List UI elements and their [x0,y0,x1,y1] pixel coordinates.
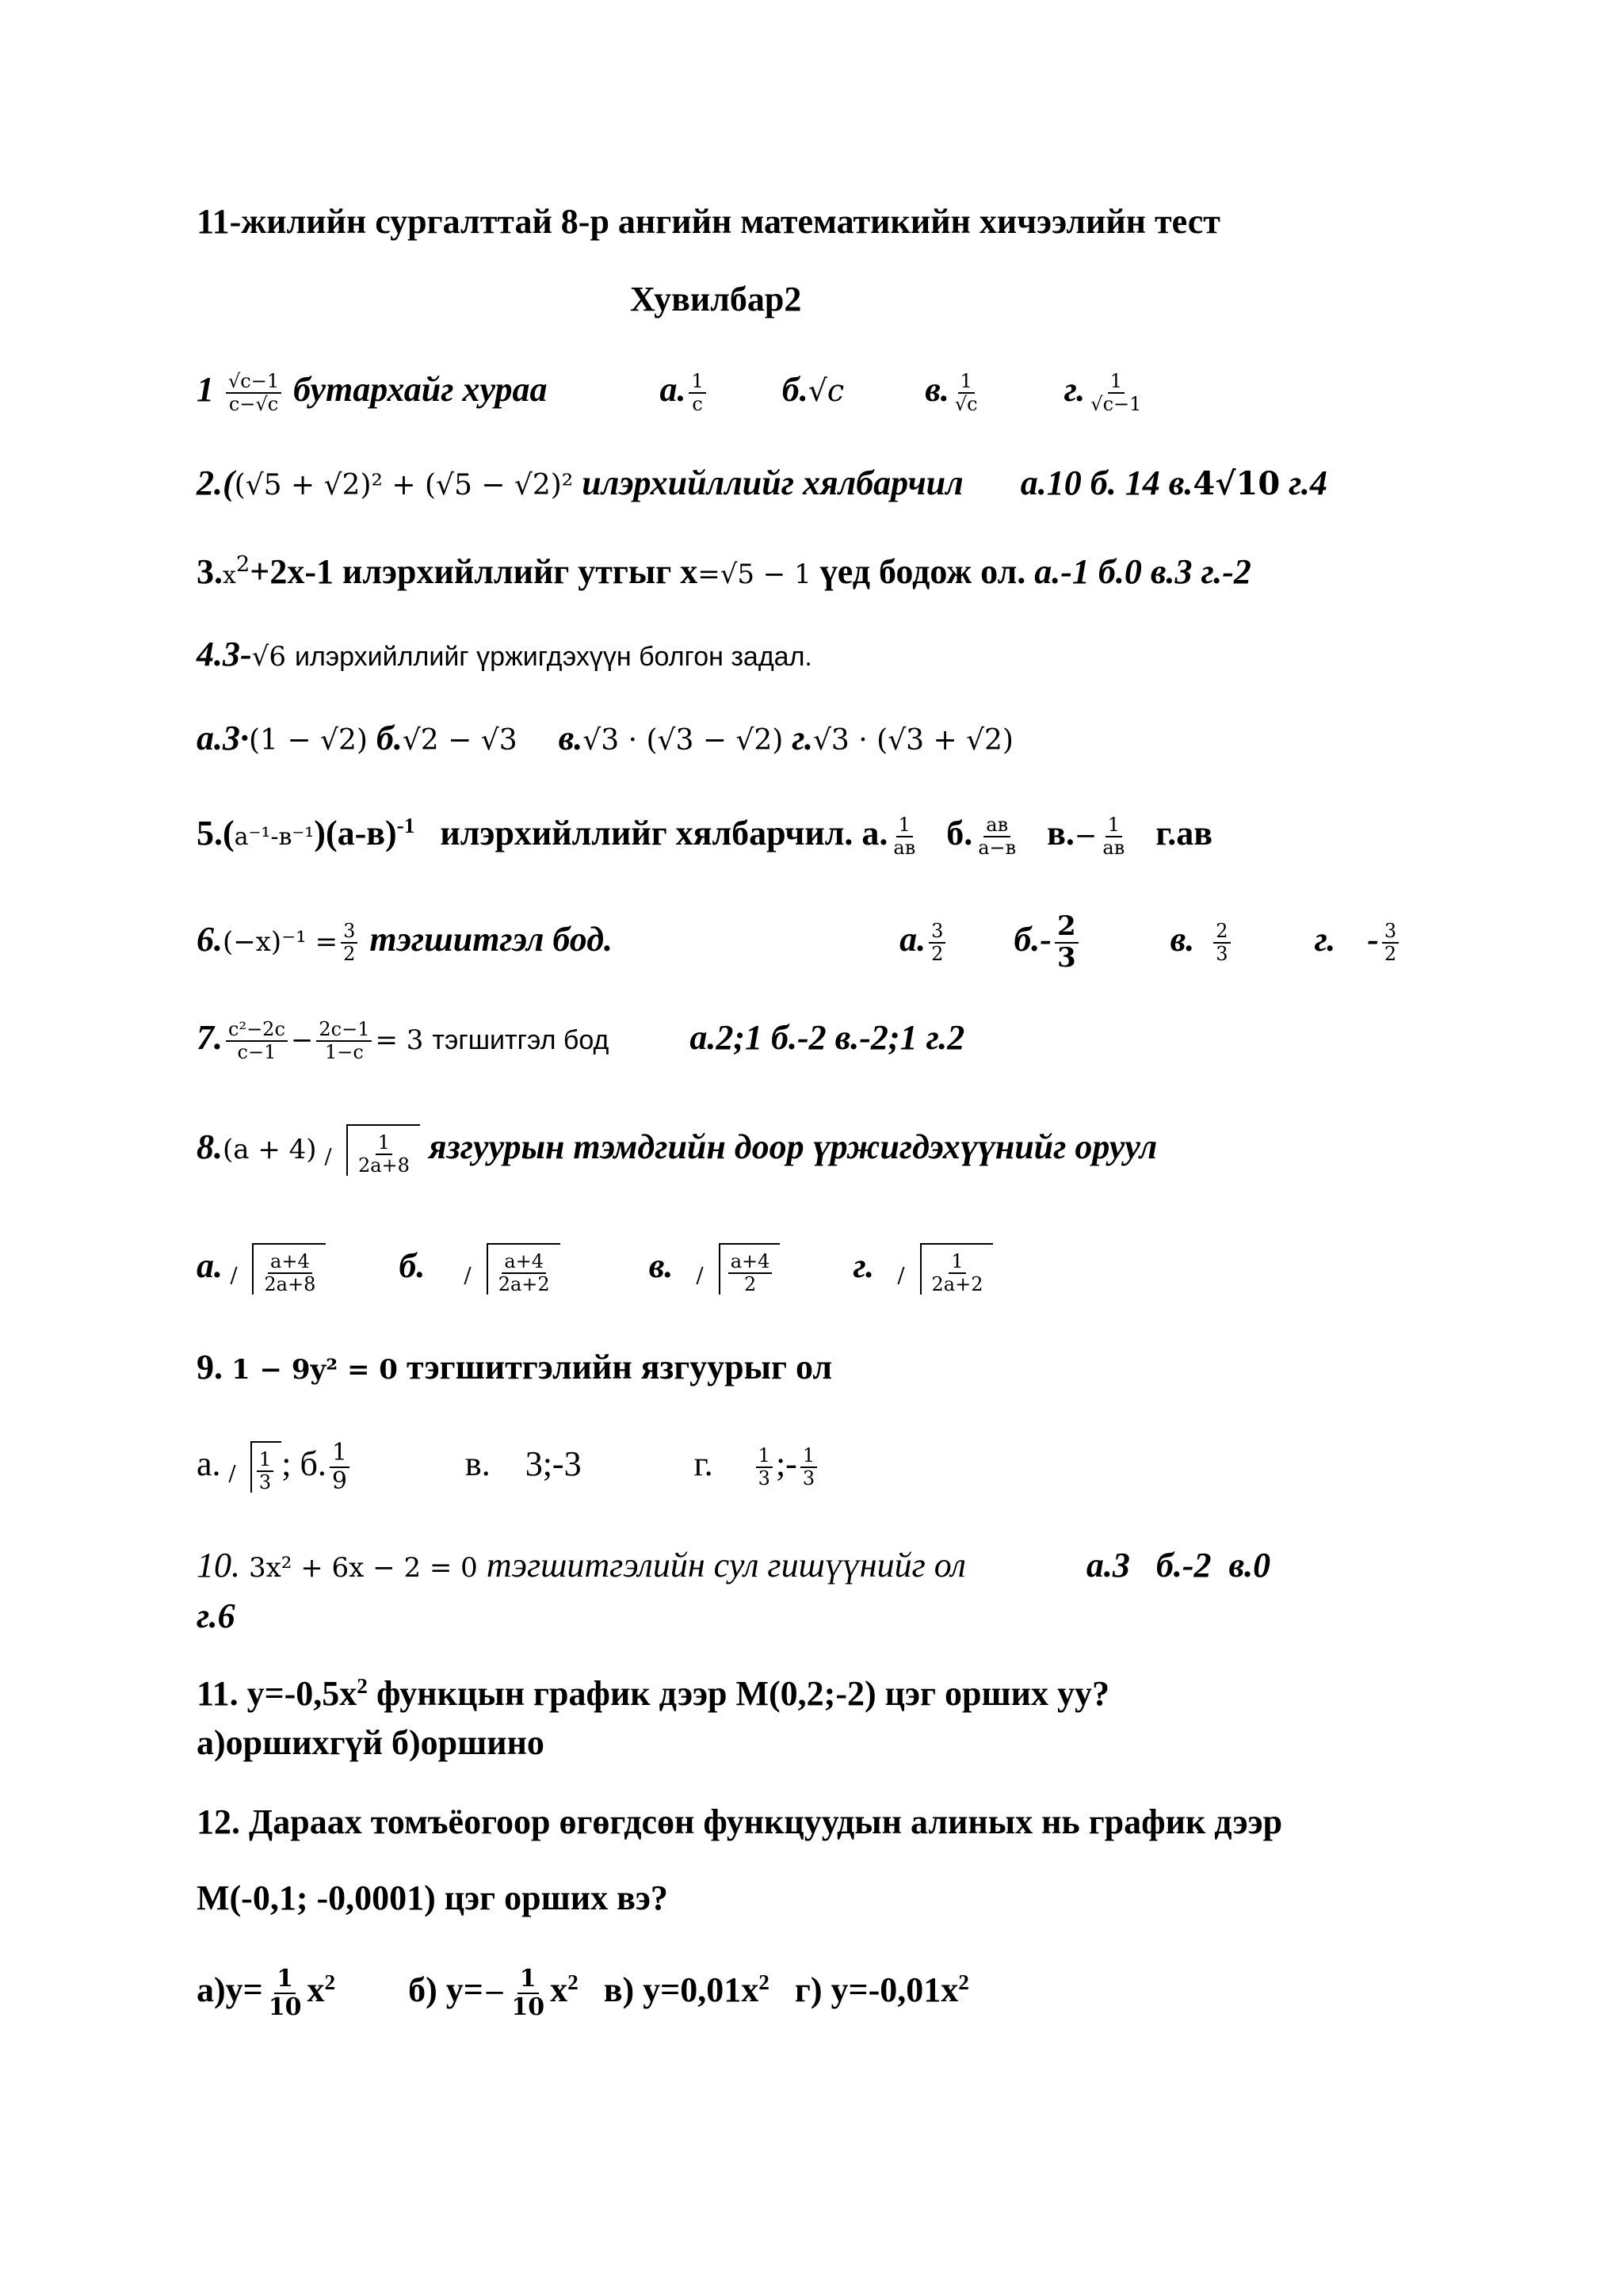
question-11: 11. $y=-0,5x^2$ функцын график дээр М(0,2;-2) цэг орших уу? [197,1674,1109,1713]
q8-option-b: б. $\frac{a+4}{2a+2}$ [399,1246,559,1285]
question-8-options [197,1242,1488,1295]
question-3: $3.x^2+2х-1$ илэрхийллийг утгыг х=√5 − 1 үед бодож ол. а.-1 б.0 в.3 г.-2 [197,552,1251,591]
question-12-options [197,1966,1488,2019]
q9-option-v: в. 3;-3 [464,1444,582,1483]
question-9: 9. 1 − 9y² = 0 тэгшитгэлийн язгуурыг ол [197,1348,833,1386]
question-6: 6.(−x)⁻¹ = $\frac{3}{2}$ тэгшитгэл бод. а. $\frac{3}{2}$ б.- $\frac{2}{3}$ в. $\frac{2}{3}$ г. - $\frac{3}{2}$ [197,913,1488,972]
document-title: 11-жилийн сургалттай 8-р ангийн математикийн хичээлийн тест [197,202,1220,241]
q6-option-a: а. $\frac{3}{2}$ [899,920,949,959]
q10-text: тэгшитгэлийн сул гишүүнийг ол [486,1546,966,1585]
q2-prefix: 2.( [197,463,235,502]
q4-text: илэрхийллийг үржигдэхүүн болгон задал. [294,642,812,672]
question-2 [197,460,1488,509]
q3-expression: =√5 − 1 [697,559,812,590]
q3-text: +2х-1 илэрхийллийг утгыг х [250,552,698,591]
q5-option-b: б. $\frac{ав}{а-в}$ [946,813,1017,859]
q4-option-b: б.√2 − √3 [376,719,517,757]
q5-expression: a⁻¹-в⁻¹ [234,823,315,851]
question-1 [197,366,1488,414]
q8-option-a: а. $\frac{a+4}{2a+8}$ [197,1246,326,1285]
q8-expression: (a + 4) [223,1134,317,1165]
q6-text: тэгшитгэл бод. [369,919,613,959]
q1-number: 1 [197,370,214,409]
q6-option-v: в. $\frac{2}{3}$ [1170,920,1234,959]
q5-option-a: $\frac{1}{ав}$ [893,813,916,859]
q6-option-b: б.- $\frac{2}{3}$ [1014,920,1081,959]
q2-option-g: г.4 [1289,463,1327,502]
q2-text: илэрхийллийг хялбарчил [582,463,964,502]
q5-option-v: в.− $\frac{1}{ав}$ [1047,813,1125,859]
q12-option-g: г) $y=-0,01x^2$ [794,1970,969,2009]
question-5: $5.(a^{-1}-в^{-1})(а-в)^{-1}$ илэрхийллийг хялбарчил. а. $\frac{1}{ав}$ б. $\frac{ав}{а-в}$ в.− $\frac{1}{ав}$ г.ав [197,813,1213,859]
q8-option-v: в. $\frac{a+4}{2}$ [649,1246,781,1285]
q4-option-v: в.√3 · (√3 − √2) [558,719,784,757]
q2-expression: (√5 + √2)² + (√5 − √2)² [234,469,574,502]
q10-expression: 3x² + 6x − 2 = 0 [249,1552,478,1584]
q9-option-a: а. $\frac{1}{3}$ ; [197,1444,291,1483]
q8-text: язгуурын тэмдгийн доор үржигдэхүүнийг оруул [428,1127,1158,1166]
q1-text: бутархайг хураа [293,370,548,409]
q12-option-v: в) $y=0,01x^2$ [603,1970,769,2009]
q9-text: тэгшитгэлийн язгуурыг ол [406,1348,833,1386]
q7-text: тэгшитгэл бод [432,1025,609,1055]
q4-option-a: а.3·(1 − √2) [197,719,368,757]
q2-option-b: б. 14 [1090,463,1160,502]
q9-option-b: б. $\frac{1}{9}$ [300,1444,352,1483]
question-12-line-2: М(-0,1; -0,0001) цэг орших вэ? [197,1878,668,1917]
q4-prefix: 4.3- [197,635,252,673]
question-4 [197,631,1488,681]
q5-text: илэрхийллийг хялбарчил. а. [440,814,888,852]
question-7: 7. $\frac{\text{c²−2c}}{c-1}$ − $\frac{2c-1}{1-c}$ = 3 тэгшитгэл бод а.2;1 б.-2 в.-2;1 г.2 [197,1017,965,1063]
question-10-last-option: г.6 [197,1596,235,1635]
q2-option-v: в.4√10 [1168,463,1281,502]
question-11-options: а)оршихгүй б)оршино [197,1723,544,1762]
q4-option-g: г.√3 · (√3 + √2) [792,719,1014,757]
q1-option-b: б.√c [781,370,845,409]
q6-option-g: г. - $\frac{3}{2}$ [1315,920,1403,959]
q7-options: а.2;1 б.-2 в.-2;1 г.2 [689,1018,965,1057]
q5-option-g: г.ав [1155,814,1213,852]
q10-options: а.3 б.-2 в.0 [1086,1546,1271,1585]
question-4-options [197,715,1488,765]
question-12-line-1: 12. Дараах томъёогоор өгөгдсөн функцуудын алиных нь график дээр [197,1802,1283,1841]
q8-radical: $\frac{1}{2a+8}$ [317,1124,420,1176]
q4-expression: √6 [251,641,286,673]
q1-expression: $\frac{√c-1}{c-√c}$ [226,372,281,414]
q1-option-g: г. $\frac{1}{√c-1}$ [1064,369,1142,415]
q12-option-a: а)y= $\frac{1}{10}$ $x^2$ [197,1965,336,2021]
q3-options: а.-1 б.0 в.3 г.-2 [1034,552,1251,591]
q9-option-g: г. $\frac{1}{3}$ ;- $\frac{1}{3}$ [694,1444,821,1483]
q12-option-b: б) y=− $\frac{1}{10}$ $x^2$ [408,1965,579,2021]
q8-option-g: г. $\frac{1}{2a+2}$ [853,1246,993,1285]
q9-expression: 1 − 9y² = 0 [231,1354,398,1386]
question-8: 8.(a + 4) $\frac{1}{2a+8}$ язгуурын тэмдгийн доор үржигдэхүүнийг оруул [197,1123,1488,1176]
question-9-options [197,1440,1488,1493]
question-10: 10. 3x² + 6x − 2 = 0 тэгшитгэлийн сул гишүүнийг ол а.3 б.-2 в.0 [197,1546,1271,1585]
q2-option-a: а.10 [1020,463,1082,502]
variant-heading: Хувилбар2 [630,280,802,318]
q1-option-a: а. $\frac{1}{c}$ [659,370,708,409]
q1-option-v: в. $\frac{1}{√c}$ [925,369,978,415]
q6-expression: (−x)⁻¹ = [223,925,338,958]
q7-expression: $\frac{\text{c²−2c}}{c-1}$ − $\frac{2c-1}{1-c}$ = 3 [223,1018,423,1057]
